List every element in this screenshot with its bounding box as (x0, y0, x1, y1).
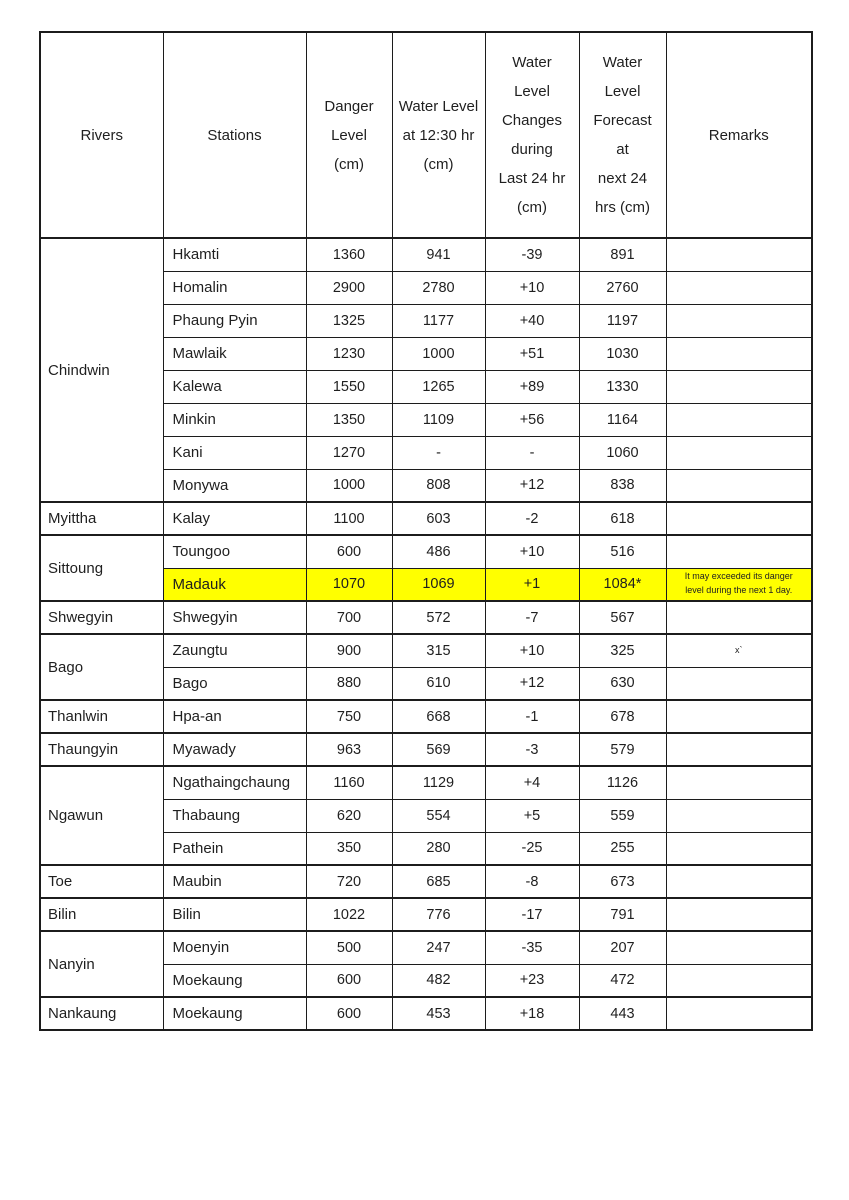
station-cell: Pathein (163, 832, 306, 865)
column-header-station (163, 32, 306, 238)
danger-cell: 1550 (306, 370, 392, 403)
forecast-cell: 838 (579, 469, 666, 502)
river-cell-ngawun: Ngawun (40, 766, 163, 865)
forecast-cell: 207 (579, 931, 666, 964)
forecast-cell: 559 (579, 799, 666, 832)
change-cell: +5 (485, 799, 579, 832)
column-header-change-line: Level (514, 83, 550, 100)
forecast-cell: 1126 (579, 766, 666, 799)
column-header-river (40, 32, 163, 238)
remark-cell (666, 502, 812, 535)
level-cell: 554 (392, 799, 485, 832)
level-cell: 1177 (392, 304, 485, 337)
station-cell: Bilin (163, 898, 306, 931)
level-cell: 2780 (392, 271, 485, 304)
change-cell: -39 (485, 238, 579, 271)
remark-cell (666, 337, 812, 370)
table-body (40, 238, 812, 1030)
forecast-cell: 1060 (579, 436, 666, 469)
change-cell: - (485, 436, 579, 469)
forecast-cell: 472 (579, 964, 666, 997)
river-cell-nanyin: Nanyin (40, 931, 163, 997)
station-cell: Moenyin (163, 931, 306, 964)
change-cell: +40 (485, 304, 579, 337)
column-header-level-line: (cm) (423, 155, 454, 173)
column-header-change (485, 32, 579, 238)
danger-cell: 720 (306, 865, 392, 898)
remark-cell (666, 238, 812, 271)
station-cell: Maubin (163, 865, 306, 898)
station-cell: Kalay (163, 502, 306, 535)
level-cell: 808 (392, 469, 485, 502)
level-cell: 1129 (392, 766, 485, 799)
danger-cell: 1000 (306, 469, 392, 502)
station-cell: Bago (163, 667, 306, 700)
column-header-forecast-line: next 24 (597, 170, 648, 187)
river-cell-thaungyin: Thaungyin (40, 733, 163, 766)
danger-cell: 500 (306, 931, 392, 964)
column-header-danger-line: (cm) (334, 155, 364, 173)
column-header-remark (666, 32, 812, 238)
station-cell: Thabaung (163, 799, 306, 832)
remark-cell (666, 865, 812, 898)
station-cell: Moekaung (163, 997, 306, 1030)
remark-cell (666, 964, 812, 997)
forecast-cell: 891 (579, 238, 666, 271)
change-cell: +12 (485, 667, 579, 700)
station-cell: Kalewa (163, 370, 306, 403)
forecast-cell: 567 (579, 601, 666, 634)
forecast-cell: 1030 (579, 337, 666, 370)
remark-cell (666, 535, 812, 568)
remark-cell (666, 799, 812, 832)
river-cell-toe: Toe (40, 865, 163, 898)
column-header-danger-line: Level (331, 126, 367, 144)
level-cell: 1109 (392, 403, 485, 436)
forecast-cell: 673 (579, 865, 666, 898)
table-row-nanyin-moenyin (40, 931, 812, 964)
river-cell-bilin: Bilin (40, 898, 163, 931)
table-row-nankaung-moekaung (40, 997, 812, 1030)
river-cell-myittha: Myittha (40, 502, 163, 535)
remark-cell (666, 931, 812, 964)
remark-cell (666, 667, 812, 700)
remark-cell (666, 700, 812, 733)
forecast-cell: 579 (579, 733, 666, 766)
forecast-cell: 618 (579, 502, 666, 535)
danger-cell: 600 (306, 535, 392, 568)
table-row-thanlwin-hpa-an (40, 700, 812, 733)
station-cell: Kani (163, 436, 306, 469)
change-cell: +12 (485, 469, 579, 502)
remark-cell (666, 898, 812, 931)
column-header-forecast-line: Water (602, 54, 643, 71)
danger-cell: 1325 (306, 304, 392, 337)
level-cell: 1069 (392, 568, 485, 601)
forecast-cell: 443 (579, 997, 666, 1030)
column-header-forecast (579, 32, 666, 238)
column-header-change-line: during (511, 141, 553, 158)
column-header-level-line: Water Level (398, 97, 479, 115)
column-header-change-line: (cm) (517, 199, 547, 216)
change-cell: -7 (485, 601, 579, 634)
danger-cell: 1350 (306, 403, 392, 436)
level-cell: 1265 (392, 370, 485, 403)
station-cell: Moekaung (163, 964, 306, 997)
danger-cell: 600 (306, 964, 392, 997)
table-row-myittha-kalay (40, 502, 812, 535)
column-header-danger-line: Danger (324, 97, 374, 115)
column-header-river-line: Rivers (80, 126, 123, 144)
danger-cell: 1070 (306, 568, 392, 601)
danger-cell: 880 (306, 667, 392, 700)
level-cell: 1000 (392, 337, 485, 370)
table-row-shwegyin-shwegyin (40, 601, 812, 634)
danger-cell: 620 (306, 799, 392, 832)
column-header-change-line: Water (512, 54, 552, 71)
change-cell: -8 (485, 865, 579, 898)
column-header-danger (306, 32, 392, 238)
level-cell: 603 (392, 502, 485, 535)
level-cell: - (392, 436, 485, 469)
level-cell: 315 (392, 634, 485, 667)
forecast-cell: 516 (579, 535, 666, 568)
level-cell: 486 (392, 535, 485, 568)
station-cell: Hkamti (163, 238, 306, 271)
remark-cell (666, 370, 812, 403)
remark-cell (666, 997, 812, 1030)
change-cell: -25 (485, 832, 579, 865)
change-cell: +51 (485, 337, 579, 370)
forecast-cell: 630 (579, 667, 666, 700)
level-cell: 776 (392, 898, 485, 931)
column-header-level (392, 32, 485, 238)
level-cell: 280 (392, 832, 485, 865)
remark-cell: It may exceeded its danger level during the next 1 day. (666, 568, 812, 601)
danger-cell: 350 (306, 832, 392, 865)
station-cell: Myawady (163, 733, 306, 766)
change-cell: -2 (485, 502, 579, 535)
station-cell: Monywa (163, 469, 306, 502)
station-cell: Hpa-an (163, 700, 306, 733)
level-cell: 572 (392, 601, 485, 634)
remark-cell (666, 469, 812, 502)
change-cell: +89 (485, 370, 579, 403)
river-cell-bago: Bago (40, 634, 163, 700)
forecast-cell: 678 (579, 700, 666, 733)
change-cell: -35 (485, 931, 579, 964)
column-header-forecast-line: hrs (cm) (595, 199, 650, 216)
river-cell-thanlwin: Thanlwin (40, 700, 163, 733)
station-cell: Phaung Pyin (163, 304, 306, 337)
table-row-thaungyin-myawady (40, 733, 812, 766)
remark-cell (666, 733, 812, 766)
station-cell: Zaungtu (163, 634, 306, 667)
forecast-cell: 1197 (579, 304, 666, 337)
table-row-bilin-bilin (40, 898, 812, 931)
level-cell: 685 (392, 865, 485, 898)
station-cell: Ngathaingchaung (163, 766, 306, 799)
table-row-ngawun-ngathaingchaung (40, 766, 812, 799)
level-cell: 453 (392, 997, 485, 1030)
river-cell-chindwin: Chindwin (40, 238, 163, 502)
level-cell: 941 (392, 238, 485, 271)
remark-cell (666, 304, 812, 337)
table-header-row (40, 32, 812, 238)
forecast-cell: 255 (579, 832, 666, 865)
table-row-chindwin-hkamti (40, 238, 812, 271)
column-header-change-line: Last 24 hr (498, 170, 566, 187)
forecast-cell: 1084* (579, 568, 666, 601)
remark-cell (666, 766, 812, 799)
change-cell: -1 (485, 700, 579, 733)
remark-cell (666, 436, 812, 469)
change-cell: +4 (485, 766, 579, 799)
danger-cell: 1022 (306, 898, 392, 931)
change-cell: +56 (485, 403, 579, 436)
table-row-bago-zaungtu (40, 634, 812, 667)
danger-cell: 600 (306, 997, 392, 1030)
column-header-forecast-line: Level (604, 83, 641, 100)
danger-cell: 1160 (306, 766, 392, 799)
station-cell: Mawlaik (163, 337, 306, 370)
remark-cell (666, 271, 812, 304)
station-cell: Homalin (163, 271, 306, 304)
level-cell: 247 (392, 931, 485, 964)
station-cell: Shwegyin (163, 601, 306, 634)
column-header-forecast-line: Forecast (593, 112, 652, 129)
level-cell: 482 (392, 964, 485, 997)
danger-cell: 1100 (306, 502, 392, 535)
column-header-remark-line: Remarks (708, 126, 769, 144)
forecast-cell: 1330 (579, 370, 666, 403)
danger-cell: 900 (306, 634, 392, 667)
river-cell-nankaung: Nankaung (40, 997, 163, 1030)
remark-cell (666, 832, 812, 865)
change-cell: +18 (485, 997, 579, 1030)
remark-cell (666, 403, 812, 436)
level-cell: 668 (392, 700, 485, 733)
column-header-change-line: Changes (501, 112, 563, 129)
river-cell-sittoung: Sittoung (40, 535, 163, 601)
forecast-cell: 325 (579, 634, 666, 667)
change-cell: -3 (485, 733, 579, 766)
danger-cell: 750 (306, 700, 392, 733)
change-cell: +10 (485, 535, 579, 568)
remark-cell: x` (666, 634, 812, 667)
change-cell: -17 (485, 898, 579, 931)
change-cell: +23 (485, 964, 579, 997)
danger-cell: 700 (306, 601, 392, 634)
change-cell: +10 (485, 634, 579, 667)
column-header-forecast-line: at (616, 141, 629, 158)
danger-cell: 963 (306, 733, 392, 766)
danger-cell: 2900 (306, 271, 392, 304)
danger-cell: 1360 (306, 238, 392, 271)
station-cell: Madauk (163, 568, 306, 601)
danger-cell: 1270 (306, 436, 392, 469)
forecast-cell: 1164 (579, 403, 666, 436)
forecast-cell: 791 (579, 898, 666, 931)
remark-cell (666, 601, 812, 634)
station-cell: Toungoo (163, 535, 306, 568)
change-cell: +1 (485, 568, 579, 601)
level-cell: 569 (392, 733, 485, 766)
table-header (40, 32, 812, 238)
column-header-station-line: Stations (207, 126, 262, 144)
table-row-sittoung-toungoo (40, 535, 812, 568)
station-cell: Minkin (163, 403, 306, 436)
forecast-cell: 2760 (579, 271, 666, 304)
river-cell-shwegyin: Shwegyin (40, 601, 163, 634)
column-header-level-line: at 12:30 hr (402, 126, 475, 144)
table-row-toe-maubin (40, 865, 812, 898)
level-cell: 610 (392, 667, 485, 700)
danger-cell: 1230 (306, 337, 392, 370)
change-cell: +10 (485, 271, 579, 304)
water-level-table (39, 31, 813, 1031)
